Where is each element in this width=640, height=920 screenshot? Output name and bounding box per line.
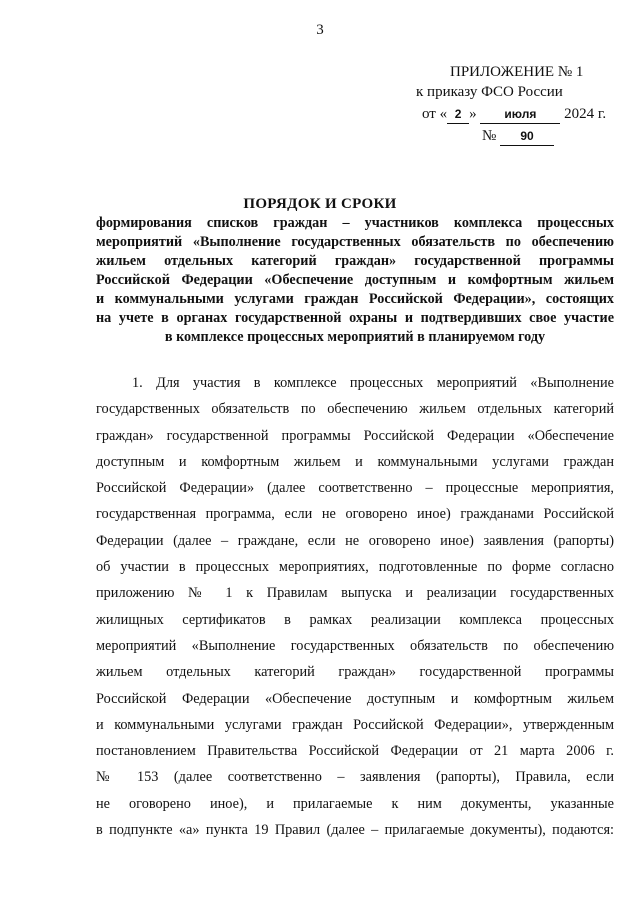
document-title: ПОРЯДОК И СРОКИ (243, 196, 397, 212)
date-year: 2024 г. (564, 106, 607, 122)
body-line: Российской Федерации «Обеспечение доступным и комфортным жильем (96, 690, 614, 707)
body-line: жилищных сертификатов в рамках реализации комплекса процессных (96, 611, 614, 628)
body-line: государственная программа, если не оговорено иное) гражданами Российской (96, 506, 614, 523)
subtitle-line: в комплексе процессных мероприятий в планируемом году (164, 329, 546, 345)
appendix-subtitle: к приказу ФСО России (416, 84, 563, 100)
appendix-date (422, 104, 606, 124)
body-line: жильем отдельных категорий граждан» государственной программы (96, 664, 614, 681)
body-line: государственных обязательств по обеспечению жильем отдельных категорий (96, 401, 614, 418)
body-paragraph (96, 370, 614, 843)
subtitle-line: и коммунальными услугами граждан Российской Федерации», состоящих (96, 291, 614, 307)
body-line: в подпункте «а» пункта 19 Правил (далее – прилагаемые документы), подаются: (96, 822, 614, 839)
body-line: мероприятий «Выполнение государственных обязательств по обеспечению (96, 637, 614, 654)
body-line: граждан» государственной программы Российской Федерации «Обеспечение (96, 427, 614, 444)
page-number: 3 (316, 22, 324, 38)
body-line: доступным и комфортным жильем и коммунальными услугами граждан (96, 453, 614, 470)
date-day: 2 (447, 106, 469, 124)
appendix-title: ПРИЛОЖЕНИЕ № 1 (450, 64, 584, 80)
subtitle-line: формирования списков граждан – участников комплекса процессных (96, 215, 614, 231)
subtitle-line: на учете в органах государственной охраны и подтвердивших свое участие (96, 310, 614, 326)
appendix-number (482, 126, 554, 146)
subtitle-line: мероприятий «Выполнение государственных обязательств по обеспечению (96, 234, 614, 250)
subtitle-line: жильем отдельных категорий граждан» государственной программы (96, 253, 614, 269)
body-line: 1. Для участия в комплексе процессных мероприятий «Выполнение (132, 375, 614, 391)
body-line: об участии в процессных мероприятиях, подготовленные по форме согласно (96, 559, 614, 576)
body-line: не оговорено иное), и прилагаемые к ним документы, указанные (96, 795, 614, 812)
body-line: приложению № 1 к Правилам выпуска и реализации государственных (96, 585, 614, 602)
date-month: июля (480, 106, 560, 124)
number-value: 90 (500, 128, 554, 146)
date-mid: » (469, 106, 477, 122)
document-subtitle (96, 214, 614, 347)
date-prefix: от « (422, 106, 448, 122)
body-line: Российской Федерации» (далее соответственно – процессные мероприятия, (96, 480, 614, 497)
body-line: постановлением Правительства Российской Федерации от 21 марта 2006 г. (96, 743, 614, 760)
body-line: № 153 (далее соответственно – заявления (рапорты), Правила, если (96, 769, 614, 786)
body-line: и коммунальными услугами граждан Российской Федерации», утвержденным (96, 716, 614, 733)
number-label: № (482, 128, 497, 144)
subtitle-line: Российской Федерации «Обеспечение доступным и комфортным жильем (96, 272, 614, 288)
body-line: Федерации (далее – граждане, если не оговорено иное) заявления (рапорты) (96, 532, 614, 549)
